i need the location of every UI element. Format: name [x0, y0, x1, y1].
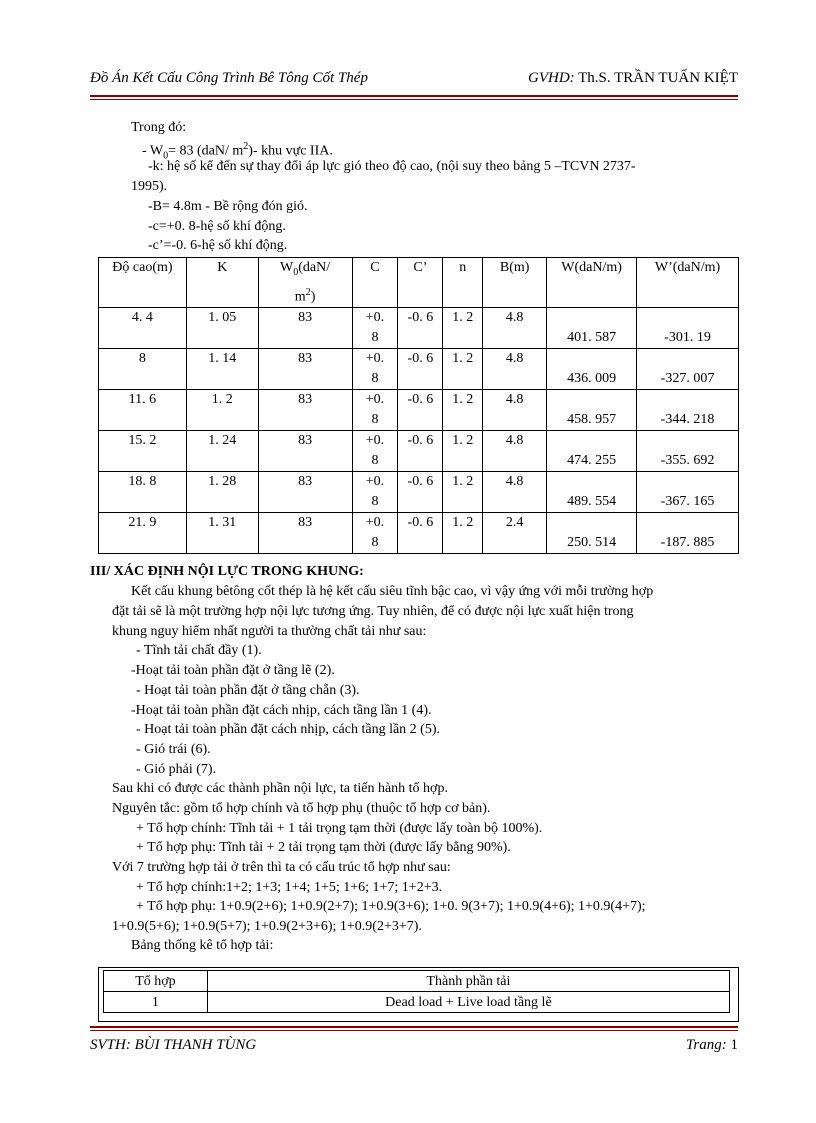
col-header: C’ — [398, 258, 443, 308]
table-row: 8 1. 14 83 +0. 8 -0. 6 1. 2 4.8 436. 009 -327. 007 — [99, 349, 739, 390]
advisor-name: Th.S. TRẦN TUẤN KIỆT — [574, 70, 738, 86]
col-header: $W_0(daN/$ $m^2$) — [258, 258, 352, 308]
col-header: Tổ hợp — [104, 971, 208, 992]
intro-w0: - $W_0= 83$ (daN/ $m^2)-$ khu vực IIA. — [142, 141, 333, 162]
table-row: 18. 8 1. 28 83 +0. 8 -0. 6 1. 2 4.8 489. 554 -367. 165 — [99, 472, 739, 513]
col-header: Độ cao(m) — [99, 258, 187, 308]
table-row: 11. 6 1. 2 83 +0. 8 -0. 6 1. 2 4.8 458. 957 -344. 218 — [99, 390, 739, 431]
section-para: Nguyên tắc: gồm tổ hợp chính và tổ hợp phụ (thuộc tổ hợp cơ bản). — [112, 801, 491, 816]
section-para: + Tổ hợp phụ: Tĩnh tải + 2 tải trọng tạm thời (được lấy bằng 90%). — [136, 840, 511, 855]
col-header: n — [443, 258, 483, 308]
section-para: đặt tải sẽ là một trường hợp nội lực tương ứng. Tuy nhiên, để có được nội lực xuất hiện trong — [112, 604, 634, 619]
table-row: 1 Dead load + Live load tầng lẽ — [104, 992, 730, 1013]
load-case-item: -Hoạt tải toàn phần đặt cách nhịp, cách tầng lần 1 (4). — [131, 703, 432, 718]
load-case-item: - Gió trái (6). — [136, 742, 211, 757]
load-case-item: - Hoạt tải toàn phần đặt cách nhịp, cách tầng lần 2 (5). — [136, 722, 440, 737]
intro-c2-line: -c’=-0. 6-hệ số khí động. — [148, 238, 288, 253]
wind-load-table — [98, 257, 739, 554]
section-para: Với 7 trường hợp tải ở trên thì ta có cấu trúc tổ hợp như sau: — [112, 860, 451, 875]
load-case-item: -Hoạt tải toàn phần đặt ở tầng lẽ (2). — [131, 663, 335, 678]
section-para: + Tổ hợp chính: Tĩnh tải + 1 tải trọng tạm thời (được lấy toàn bộ 100%). — [136, 821, 543, 836]
wind-table-header — [99, 258, 739, 308]
header-title: Đồ Án Kết Cấu Công Trình Bê Tông Cốt Thép — [90, 70, 368, 86]
section-para: Sau khi có được các thành phần nội lực, ta tiến hành tổ hợp. — [112, 781, 448, 796]
footer-student: SVTH: BÙI THANH TÙNG — [90, 1037, 257, 1053]
section-para: Bảng thống kê tổ hợp tải: — [131, 938, 274, 953]
footer-rule-thin — [90, 1030, 738, 1031]
intro-c-line: -c=+0. 8-hệ số khí động. — [148, 219, 286, 234]
load-case-item: - Hoạt tải toàn phần đặt ở tầng chẵn (3). — [136, 683, 360, 698]
col-header: C — [352, 258, 398, 308]
footer-rule — [90, 1026, 738, 1028]
load-case-item: - Gió phải (7). — [136, 762, 217, 777]
advisor-label: GVHD: — [528, 70, 575, 86]
intro-k-line2: 1995). — [131, 179, 168, 194]
combo-table — [103, 970, 730, 1013]
header-rule — [90, 95, 738, 97]
intro-b-line: -B= 4.8m - Bề rộng đón gió. — [148, 199, 308, 214]
header-advisor — [528, 70, 738, 87]
load-case-item: - Tĩnh tải chất đầy (1). — [136, 643, 262, 658]
col-header: B(m) — [483, 258, 547, 308]
section-para: Kết cấu khung bêtông cốt thép là hệ kết cấu siêu tĩnh bậc cao, vì vậy ứng với mỗi trường hợp — [131, 584, 654, 599]
intro-k-line1: -k: hệ số kể đến sự thay đổi áp lực gió theo độ cao, (nội suy theo bảng 5 –TCVN 2737- — [148, 159, 636, 174]
footer-page: Trang: 1 — [685, 1037, 738, 1053]
section-para: khung nguy hiểm nhất người ta thường chất tải như sau: — [112, 624, 427, 639]
col-header: W’(daN/m) — [637, 258, 739, 308]
page-header — [90, 70, 738, 92]
intro-trong-do: Trong đó: — [131, 120, 187, 135]
table-row — [104, 971, 730, 992]
section-title: III/ XÁC ĐỊNH NỘI LỰC TRONG KHUNG: — [90, 564, 364, 579]
section-para: 1+0.9(5+6); 1+0.9(5+7); 1+0.9(2+3+6); 1+0.9(2+3+7). — [112, 919, 422, 934]
table-row: 15. 2 1. 24 83 +0. 8 -0. 6 1. 2 4.8 474. 255 -355. 692 — [99, 431, 739, 472]
header-rule-thin — [90, 99, 738, 100]
col-header: Thành phần tải — [207, 971, 729, 992]
section-para: + Tổ hợp phụ: 1+0.9(2+6); 1+0.9(2+7); 1+0.9(3+6); 1+0. 9(3+7); 1+0.9(4+6); 1+0.9(4+7); — [136, 899, 646, 914]
section-para: + Tổ hợp chính:1+2; 1+3; 1+4; 1+5; 1+6; 1+7; 1+2+3. — [136, 880, 443, 895]
col-header: K — [186, 258, 258, 308]
col-header: W(daN/m) — [547, 258, 637, 308]
table-row: 4. 4 1. 05 83 +0. 8 -0. 6 1. 2 4.8 401. 587 -301. 19 — [99, 308, 739, 349]
table-row: 21. 9 1. 31 83 +0. 8 -0. 6 1. 2 2.4 250. 514 -187. 885 — [99, 513, 739, 554]
